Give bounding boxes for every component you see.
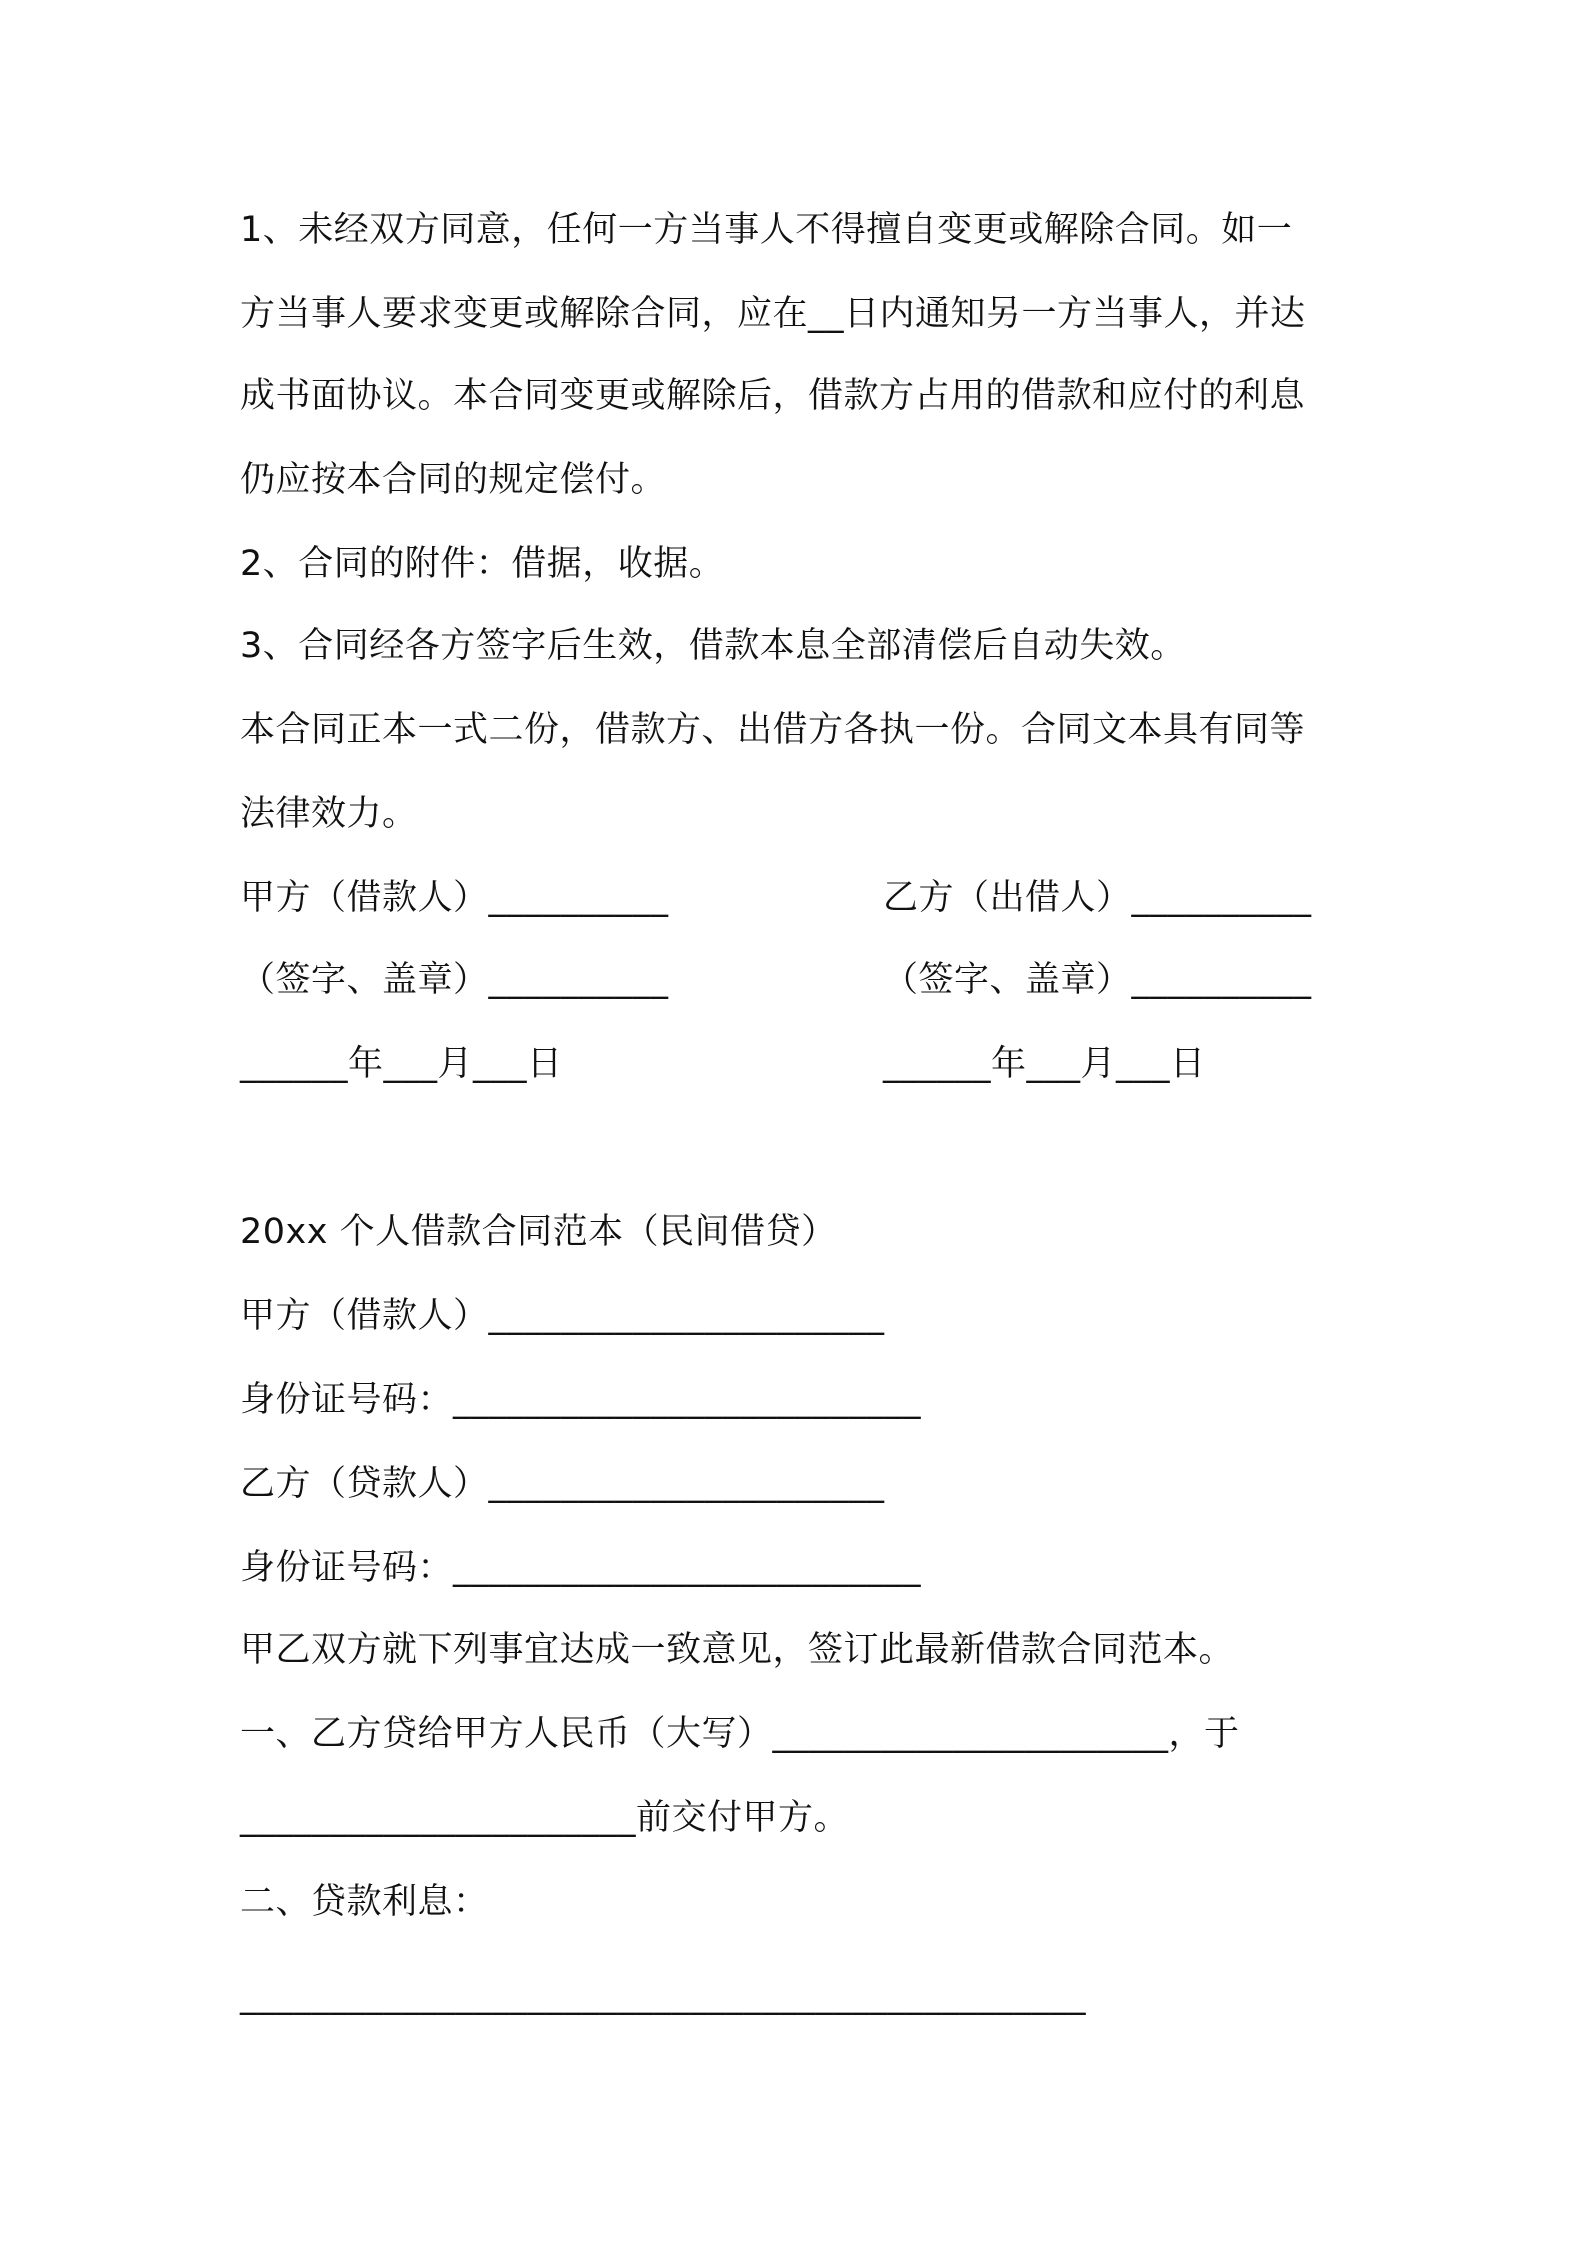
template-item-1-line-2: ______________________前交付甲方。: [240, 1798, 850, 1838]
template-id-b: 身份证号码：__________________________: [240, 1548, 922, 1588]
clause-1-line-1: 1、未经双方同意，任何一方当事人不得擅自变更或解除合同。如一: [240, 210, 1293, 250]
template-item-2: 二、贷款利息：: [240, 1882, 489, 1922]
clause-3: 3、合同经各方签字后生效，借款本息全部清偿后自动失效。: [240, 626, 1186, 666]
date-party-b: ______年___月___日: [883, 1044, 1206, 1084]
date-party-a: ______年___月___日: [240, 1044, 563, 1084]
template-item-2-blank: _______________________________________________: [240, 1976, 1086, 2016]
clause-1-line-2: 方当事人要求变更或解除合同，应在__日内通知另一方当事人，并达: [240, 294, 1306, 334]
template-id-a: 身份证号码：__________________________: [240, 1380, 922, 1420]
template-intro: 甲乙双方就下列事宜达成一致意见，签订此最新借款合同范本。: [240, 1630, 1235, 1670]
clause-1-line-4: 仍应按本合同的规定偿付。: [240, 460, 667, 500]
signature-party-b: 乙方（出借人）__________: [883, 878, 1312, 918]
seal-party-b: （签字、盖章）__________: [883, 960, 1312, 1000]
clause-2: 2、合同的附件：借据，收据。: [240, 544, 725, 584]
copies-line-1: 本合同正本一式二份，借款方、出借方各执一份。合同文本具有同等: [240, 710, 1306, 750]
template-party-a: 甲方（借款人）______________________: [240, 1296, 885, 1336]
template-party-b: 乙方（贷款人）______________________: [240, 1464, 885, 1504]
template-title: 20xx 个人借款合同范本（民间借贷）: [240, 1212, 837, 1252]
seal-party-a: （签字、盖章）__________: [240, 960, 669, 1000]
clause-1-line-3: 成书面协议。本合同变更或解除后，借款方占用的借款和应付的利息: [240, 376, 1306, 416]
copies-line-2: 法律效力。: [240, 794, 418, 834]
signature-party-a: 甲方（借款人）__________: [240, 878, 669, 918]
template-item-1-line-1: 一、乙方贷给甲方人民币（大写）______________________，于: [240, 1714, 1240, 1754]
